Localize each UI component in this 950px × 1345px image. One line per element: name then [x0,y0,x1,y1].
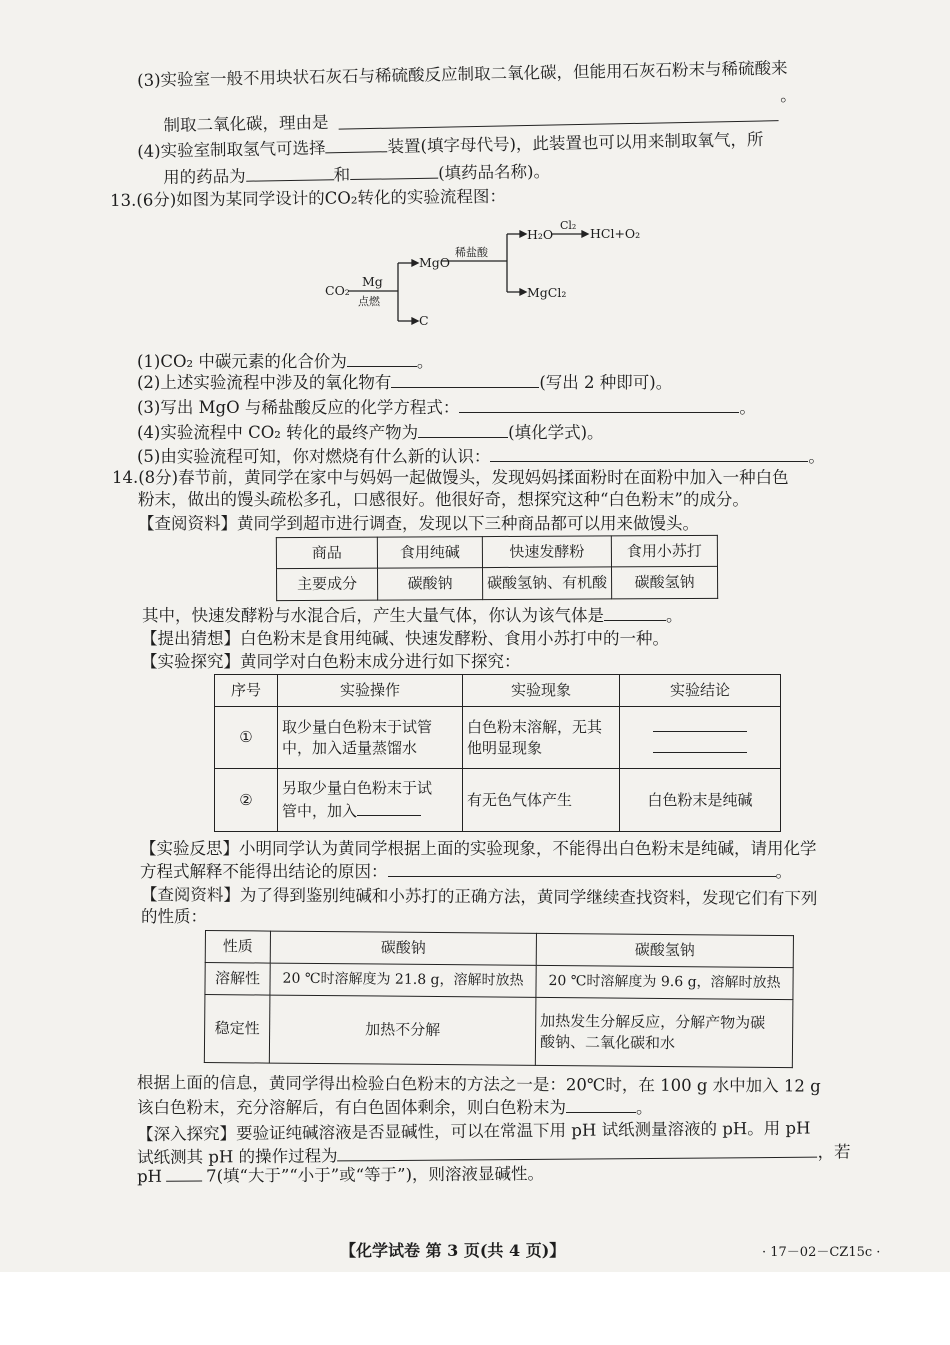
flow-mgcl2: MgCl₂ [527,285,567,300]
goods-header-cell: 商品 [276,537,377,569]
prop-solubility-label: 溶解性 [205,963,270,996]
q14-deep-blank[interactable] [337,1141,817,1162]
exp-row1-conclusion [620,707,781,769]
exp-header-cell: 实验现象 [463,675,620,707]
q14-intro-1: 14.(8分)春节前，黄同学在家中与妈妈一起做馒头，发现妈妈揉面粉时在面粉中加入一种白色 [112,468,789,487]
q13-2: (2)上述实验流程中涉及的氧化物有 (写出 2 种即可)。 [137,373,673,392]
exp-row1-op: 取少量白色粉末于试管 中，加入适量蒸馏水 [278,707,463,769]
q12-4-line2: 用的药品为 和 (填药品名称)。 [163,161,551,187]
exp-row2-conclusion: 白色粉末是纯碱 [620,769,781,832]
q14-method-blank[interactable] [566,1096,636,1113]
q14-deep-3: pH 7(填“大于”“小于”或“等于”)，则溶液显碱性。 [137,1164,545,1186]
q14-research-2b: 的性质： [141,907,207,926]
q12-3-line1: (3)实验室一般不用块状石灰石与稀硫酸反应制取二氧化碳，但能用石灰石粉末与稀硫酸来 [137,58,788,90]
q13-4: (4)实验流程中 CO₂ 转化的最终产物为 (填化学式)。 [137,423,604,442]
flow-ignite: 点燃 [358,295,380,308]
goods-header-cell: 食用小苏打 [611,535,717,567]
exp-header-cell: 实验结论 [620,675,781,707]
q13-3-blank[interactable] [459,396,739,413]
q14-intro-2: 粉末，做出的馒头疏松多孔，口感很好。他很好奇，想探究这种“白色粉末”的成分。 [138,490,749,509]
flow-hcl-o2: HCl+O₂ [590,226,641,241]
q13-title: 13.(6分)如图为某同学设计的CO₂转化的实验流程图： [110,186,507,210]
q13-4-blank[interactable] [418,421,508,438]
experiment-table [214,674,781,832]
q14-reflect-1: 【实验反思】小明同学认为黄同学根据上面的实验现象，不能得出白色粉末是纯碱，请用化学 [140,839,817,858]
q14-gas-blank[interactable] [604,604,666,621]
flow-mg: Mg [362,274,383,289]
flow-h2o: H₂O [527,227,554,242]
goods-cell: 主要成分 [277,568,378,601]
goods-cell: 碳酸氢钠、有机酸 [482,567,611,600]
q13-5: (5)由实验流程可知，你对燃烧有什么新的认识： 。 [137,447,825,466]
q14-ph-blank[interactable] [166,1165,202,1182]
exp-header-cell: 序号 [215,675,278,707]
co2-flow-diagram [320,212,650,337]
q14-reflect-2: 方程式解释不能得出结论的原因： 。 [140,862,792,881]
q14-gas: 其中，快速发酵粉与水混合后，产生大量气体，你认为该气体是 。 [142,606,683,625]
prop-na2co3-stability: 加热不分解 [269,995,536,1065]
goods-cell: 碳酸钠 [377,568,482,601]
q14-research-1: 【查阅资料】黄同学到超市进行调查，发现以下三种商品都可以用来做馒头。 [138,514,699,533]
q12-4-drug2-blank[interactable] [350,162,438,180]
q14-deep-1: 【深入探究】要验证纯碱溶液是否显碱性，可以在常温下用 pH 试纸测量溶液的 pH。用 pH [137,1118,811,1144]
exp-header-cell: 实验操作 [278,675,463,707]
page-footer-code: · 17－02－CZ15c · [762,1245,881,1260]
q12-3-line2: 制取二氧化碳，理由是 。 [163,85,797,135]
prop-stability-label: 稳定性 [204,995,270,1064]
exp-row1-no: ① [215,707,278,769]
q13-1: (1)CO₂ 中碳元素的化合价为 。 [137,352,434,371]
goods-header-cell: 食用纯碱 [377,537,482,569]
prop-header-cell: 碳酸氢钠 [536,933,793,967]
prop-nahco3-solubility: 20 ℃时溶解度为 9.6 g，溶解时放热 [536,965,793,999]
exp-row2-no: ② [215,769,278,832]
goods-header-cell: 快速发酵粉 [482,536,611,568]
q12-4-line1: (4)实验室制取氢气可选择 装置(填字母代号)，此装置也可以用来制取氧气，所 [137,129,764,161]
goods-cell: 碳酸氢钠 [611,566,717,599]
flow-dilute-hcl: 稀盐酸 [455,246,488,259]
exp-row2-op-blank[interactable] [357,799,421,816]
flow-mgo: MgO [419,255,451,270]
q12-3-answer-blank[interactable] [338,104,778,129]
prop-nahco3-stability: 加热发生分解反应，分解产物为碳 酸钠、二氧化碳和水 [535,997,793,1067]
q14-method-1: 根据上面的信息，黄同学得出检验白色粉末的方法之一是：20℃时，在 100 g 水中加入 12 g [136,1073,821,1096]
exp-row1-phenomenon: 白色粉末溶解，无其 他明显现象 [463,707,620,769]
q14-method-2: 该白色粉末，充分溶解后，有白色固体剩余，则白色粉末为 。 [137,1098,653,1117]
properties-table [204,930,794,1068]
exp-row1-conclusion-blank-1[interactable] [653,717,747,732]
page-footer-title: 【化学试卷 第 3 页(共 4 页)】 [340,1241,566,1260]
q14-guess: 【提出猜想】白色粉末是食用纯碱、快速发酵粉、食用小苏打中的一种。 [141,629,669,648]
exp-row2-op: 另取少量白色粉末于试 管中，加入 [278,769,463,832]
q13-1-blank[interactable] [347,350,417,367]
q12-4-drug1-blank[interactable] [245,163,333,181]
prop-header-cell: 碳酸钠 [270,931,536,965]
prop-header-cell: 性质 [205,931,270,964]
prop-na2co3-solubility: 20 ℃时溶解度为 21.8 g，溶解时放热 [270,963,536,997]
flow-co2: CO₂ [325,283,350,298]
q14-research-2a: 【查阅资料】为了得到鉴别纯碱和小苏打的正确方法，黄同学继续查找资料，发现它们有下列 [140,885,818,909]
q14-explore: 【实验探究】黄同学对白色粉末成分进行如下探究： [141,652,521,671]
q12-4-device-blank[interactable] [325,135,387,153]
q13-5-blank[interactable] [490,445,808,462]
q13-3: (3)写出 MgO 与稀盐酸反应的化学方程式： 。 [137,398,756,417]
flow-cl2: Cl₂ [560,219,577,232]
exp-row1-conclusion-blank-2[interactable] [653,738,747,753]
exp-row2-phenomenon: 有无色气体产生 [463,769,620,832]
q14-deep-2: 试纸测其 pH 的操作过程为 ，若 [137,1142,851,1167]
flow-c: C [419,313,429,328]
q13-2-blank[interactable] [391,371,539,388]
goods-table [276,535,718,601]
q14-reflect-blank[interactable] [388,860,776,877]
